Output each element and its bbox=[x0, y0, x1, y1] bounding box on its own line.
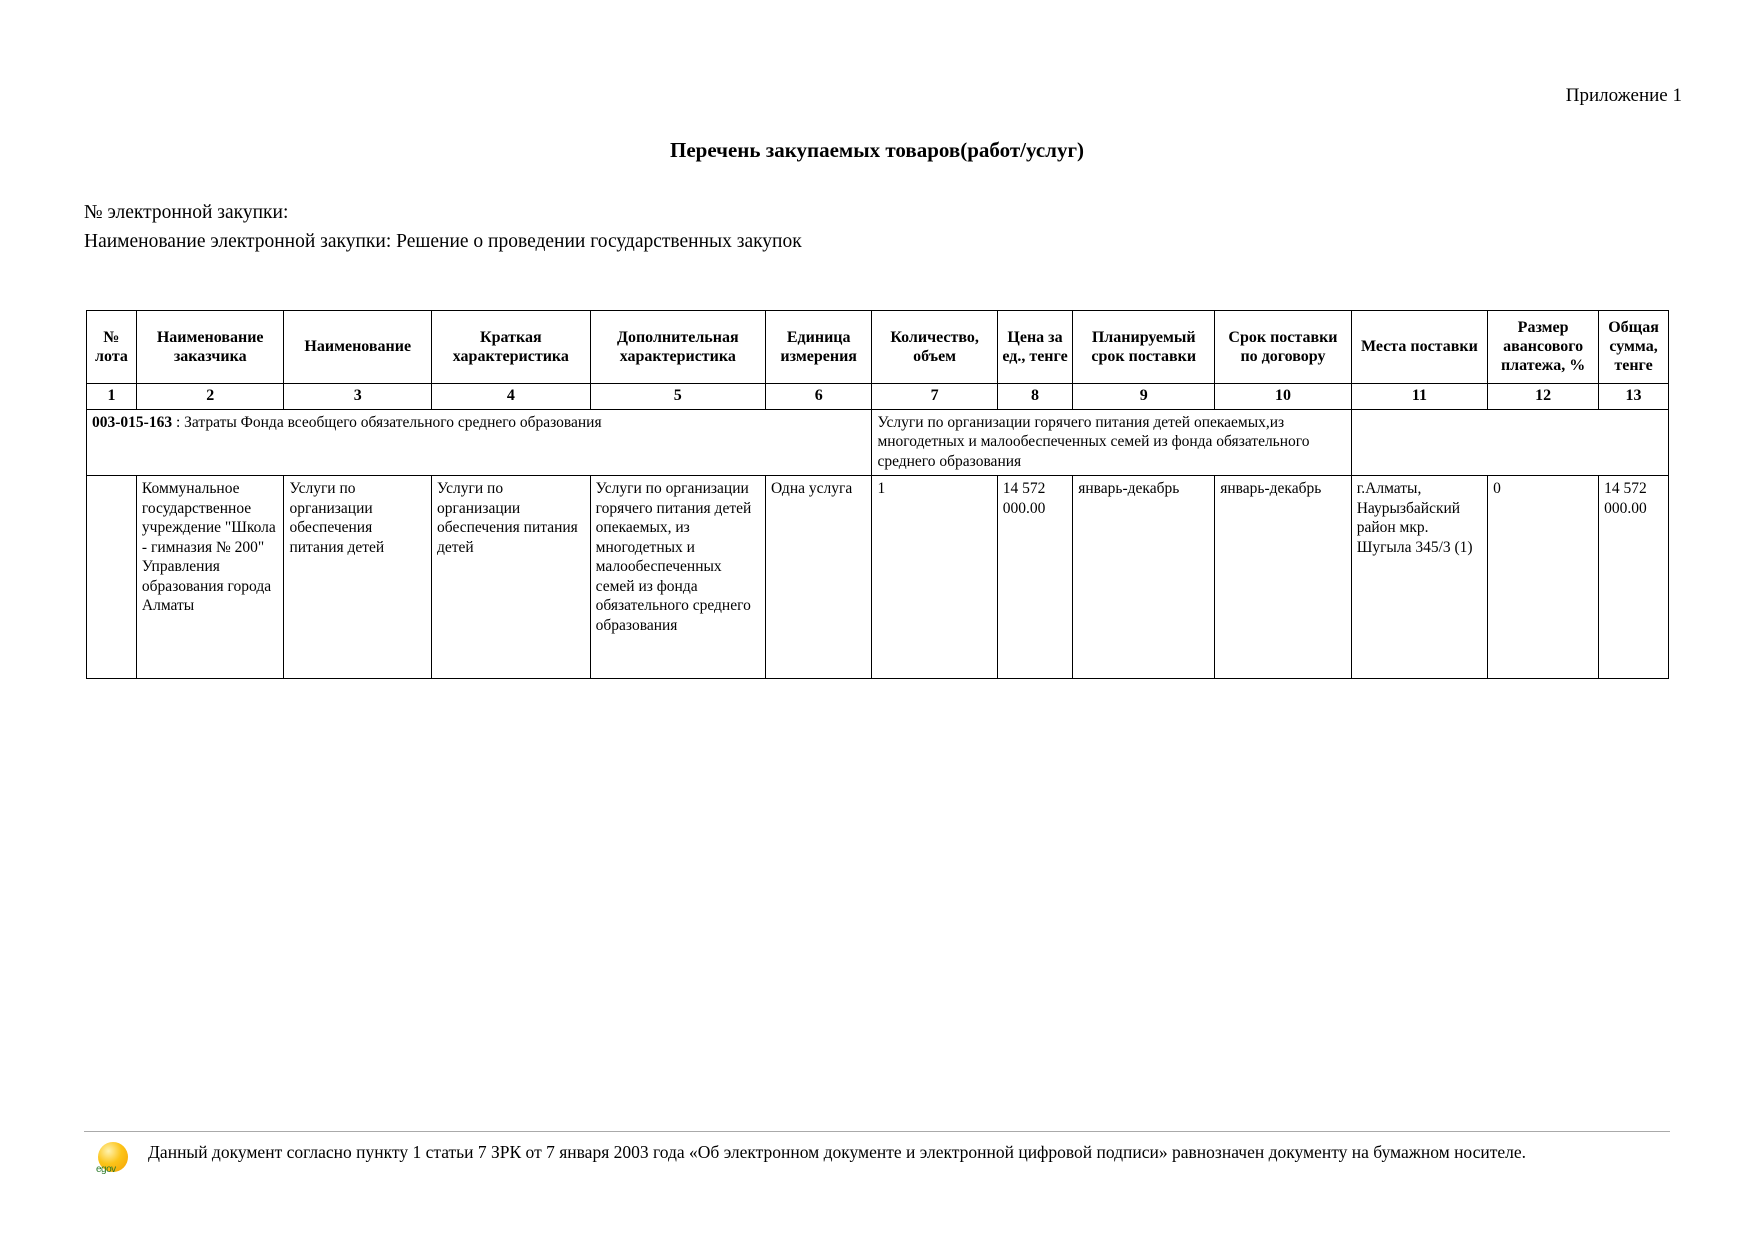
cell-customer: Коммунальное государственное учреждение "Школа - гимназия № 200" Управления образования города Алматы bbox=[136, 476, 284, 679]
appendix-label: Приложение 1 bbox=[1565, 85, 1682, 106]
lot-group-code: 003-015-163 bbox=[92, 413, 173, 431]
column-header-total-sum: Общая сумма, тенге bbox=[1599, 311, 1669, 384]
column-header-additional-characteristic: Дополнительная характеристика bbox=[590, 311, 765, 384]
column-header-contract-term: Срок поставки по договору bbox=[1215, 311, 1351, 384]
column-number-1: 1 bbox=[87, 384, 137, 410]
lot-group-separator: : bbox=[172, 413, 185, 431]
column-number-7: 7 bbox=[872, 384, 997, 410]
column-number-11: 11 bbox=[1351, 384, 1487, 410]
cell-advance-percent: 0 bbox=[1488, 476, 1599, 679]
cell-quantity: 1 bbox=[872, 476, 997, 679]
lot-group-empty-cell bbox=[1351, 409, 1668, 476]
table-column-number-row bbox=[87, 384, 1669, 410]
column-header-planned-term: Планируемый срок поставки bbox=[1073, 311, 1215, 384]
column-number-13: 13 bbox=[1599, 384, 1669, 410]
cell-unit-price: 14 572 000.00 bbox=[997, 476, 1072, 679]
page-title: Перечень закупаемых товаров(работ/услуг) bbox=[670, 138, 1084, 162]
cell-delivery-places: г.Алматы, Наурызбайский район мкр. Шугыла 345/3 (1) bbox=[1351, 476, 1487, 679]
cell-name: Услуги по организации обеспечения питания детей bbox=[284, 476, 432, 679]
cell-planned-term: январь-декабрь bbox=[1073, 476, 1215, 679]
footer-notice: Данный документ согласно пункту 1 статьи 7 ЗРК от 7 января 2003 года «Об электронном документе и электронной цифровой подписи» равнозначен документу на бумажном носителе. bbox=[148, 1142, 1527, 1162]
cell-lot-no bbox=[87, 476, 137, 679]
lot-group-description: Услуги по организации горячего питания детей опекаемых,из многодетных и малообеспеченных семей из фонда обязательного среднего образования bbox=[872, 409, 1351, 476]
egov-logo bbox=[96, 1142, 136, 1182]
meta-line-purchase-name: Наименование электронной закупки: Решение о проведении государственных закупок bbox=[84, 231, 802, 252]
column-header-customer: Наименование заказчика bbox=[136, 311, 284, 384]
column-number-4: 4 bbox=[432, 384, 591, 410]
column-number-9: 9 bbox=[1073, 384, 1215, 410]
lot-group-label-cell bbox=[87, 409, 872, 476]
column-number-3: 3 bbox=[284, 384, 432, 410]
lot-group-source: Затраты Фонда всеобщего обязательного среднего образования bbox=[184, 413, 602, 431]
column-number-2: 2 bbox=[136, 384, 284, 410]
column-header-quantity: Количество, объем bbox=[872, 311, 997, 384]
table-row bbox=[87, 476, 1669, 679]
procurement-meta bbox=[84, 198, 802, 256]
cell-short-characteristic: Услуги по организации обеспечения питания детей bbox=[432, 476, 591, 679]
column-header-short-characteristic: Краткая характеристика bbox=[432, 311, 591, 384]
footer-divider bbox=[84, 1131, 1670, 1132]
cell-additional-characteristic: Услуги по организации горячего питания детей опекаемых, из многодетных и малообеспеченных семей из фонда обязательного среднего образования bbox=[590, 476, 765, 679]
procurement-items-table bbox=[86, 310, 1669, 679]
column-number-6: 6 bbox=[765, 384, 872, 410]
column-header-advance-percent: Размер авансового платежа, % bbox=[1488, 311, 1599, 384]
cell-unit: Одна услуга bbox=[765, 476, 872, 679]
column-header-unit-price: Цена за ед., тенге bbox=[997, 311, 1072, 384]
table-header-row bbox=[87, 311, 1669, 384]
column-number-5: 5 bbox=[590, 384, 765, 410]
column-header-name: Наименование bbox=[284, 311, 432, 384]
logo-caption: egov bbox=[96, 1164, 116, 1175]
column-header-delivery-places: Места поставки bbox=[1351, 311, 1487, 384]
lot-group-row bbox=[87, 409, 1669, 476]
cell-total-sum: 14 572 000.00 bbox=[1599, 476, 1669, 679]
column-number-12: 12 bbox=[1488, 384, 1599, 410]
column-number-8: 8 bbox=[997, 384, 1072, 410]
cell-contract-term: январь-декабрь bbox=[1215, 476, 1351, 679]
column-header-lot-no: № лота bbox=[87, 311, 137, 384]
column-number-10: 10 bbox=[1215, 384, 1351, 410]
meta-line-purchase-number: № электронной закупки: bbox=[84, 202, 289, 223]
column-header-unit: Единица измерения bbox=[765, 311, 872, 384]
